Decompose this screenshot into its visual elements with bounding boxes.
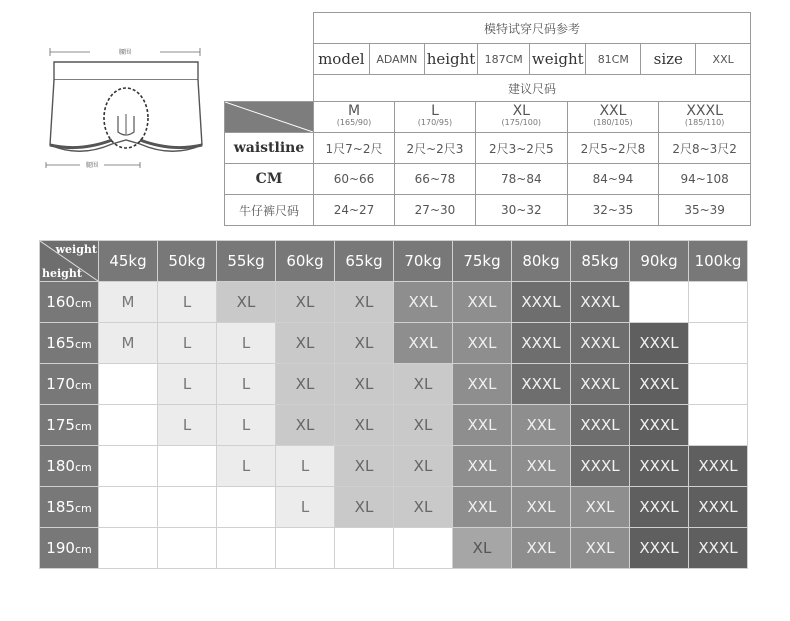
size-cell: XXXL [571,405,630,446]
size-cell: XL [276,405,335,446]
size-cell: XL [394,446,453,487]
weight-header: 45kg [99,241,158,282]
waistline-value: 2尺5~2尺8 [567,133,659,164]
grid-row [40,446,748,487]
size-cell: XL [217,282,276,323]
waistline-value: 1尺7~2尺 [314,133,395,164]
size-cell: XXXL [630,405,689,446]
height-header: 170cm [40,364,99,405]
size-cell: XXXL [689,446,748,487]
model-value: ADAMN [369,44,424,75]
weight-header: 60kg [276,241,335,282]
size-cell: XXXL [512,323,571,364]
size-cell: XXL [453,446,512,487]
size-cell [689,282,748,323]
size-cell: XXXL [689,487,748,528]
weight-value: 81CM [586,44,641,75]
size-cell: XL [335,282,394,323]
size-cell: XXXL [630,487,689,528]
size-cell [276,528,335,569]
size-cell: L [276,487,335,528]
size-cell: XXL [453,282,512,323]
jeans-size-value: 27~30 [394,195,475,226]
size-cell: L [158,282,217,323]
size-cell: M [99,323,158,364]
waistline-value: 2尺~2尺3 [394,133,475,164]
cm-value: 78~84 [475,164,567,195]
size-cell: XXL [453,323,512,364]
size-cell [158,446,217,487]
cm-value: 94~108 [659,164,751,195]
height-header: 175cm [40,405,99,446]
weight-header: 100kg [689,241,748,282]
size-cell: XXL [512,446,571,487]
grid-row [40,528,748,569]
size-cell: XXL [453,405,512,446]
size-cell: L [158,405,217,446]
size-cell: XXL [571,528,630,569]
size-header-xxxl: XXXL (185/110) [659,102,751,133]
size-cell: XXXL [512,364,571,405]
size-cell [689,364,748,405]
model-reference-table [313,12,751,102]
jeans-size-label: 牛仔裤尺码 [225,195,314,226]
height-header: 185cm [40,487,99,528]
weight-header: 65kg [335,241,394,282]
jeans-size-value: 24~27 [314,195,395,226]
size-cell: XXL [453,364,512,405]
size-cell: XXL [512,528,571,569]
size-table-corner [225,102,314,133]
size-cell: L [217,405,276,446]
size-label: size [641,44,696,75]
size-cell: XXXL [689,528,748,569]
height-weight-size-grid [39,240,748,569]
weight-header: 85kg [571,241,630,282]
size-header-l: L (170/95) [394,102,475,133]
size-table [224,101,751,226]
size-cell: XXXL [512,282,571,323]
height-header: 180cm [40,446,99,487]
size-cell: XXXL [571,282,630,323]
size-header-xl: XL (175/100) [475,102,567,133]
height-header: 190cm [40,528,99,569]
size-cell [99,528,158,569]
size-cell: XXXL [571,323,630,364]
size-cell: XXXL [630,364,689,405]
size-cell: XXXL [630,323,689,364]
size-cell: XXL [453,487,512,528]
weight-label: weight [530,44,586,75]
cm-value: 66~78 [394,164,475,195]
size-cell [689,405,748,446]
size-cell: XL [335,364,394,405]
height-value: 187CM [477,44,529,75]
size-cell: XXL [512,487,571,528]
size-value: XXL [696,44,751,75]
weight-header: 75kg [453,241,512,282]
jeans-size-value: 32~35 [567,195,659,226]
size-cell: XXL [394,282,453,323]
size-header-m: M (165/90) [314,102,395,133]
size-cell: XL [335,446,394,487]
size-cell: XL [335,405,394,446]
size-cell: L [158,364,217,405]
size-cell [630,282,689,323]
size-cell: XL [394,405,453,446]
model-label: model [314,44,370,75]
size-header-xxl: XXL (180/105) [567,102,659,133]
grid-row [40,282,748,323]
cm-value: 60~66 [314,164,395,195]
weight-header: 80kg [512,241,571,282]
size-cell: XXL [394,323,453,364]
cm-value: 84~94 [567,164,659,195]
size-cell: XL [276,323,335,364]
size-cell: M [99,282,158,323]
size-cell: XL [335,323,394,364]
waistline-value: 2尺3~2尺5 [475,133,567,164]
grid-row [40,487,748,528]
size-cell [217,487,276,528]
size-cell [99,405,158,446]
jeans-size-value: 30~32 [475,195,567,226]
height-axis-label: height [42,267,82,280]
size-cell: L [217,364,276,405]
weight-header: 70kg [394,241,453,282]
weight-header: 90kg [630,241,689,282]
thigh-label: 腿围 [85,162,99,169]
size-cell [99,364,158,405]
size-cell: XXL [571,487,630,528]
suggest-size-title: 建议尺码 [314,75,751,102]
size-cell: XXL [512,405,571,446]
size-cell: XXXL [630,528,689,569]
size-cell: XL [394,487,453,528]
waistline-value: 2尺8~3尺2 [659,133,751,164]
size-cell: XL [335,487,394,528]
size-cell: XXXL [630,446,689,487]
briefs-diagram [40,40,220,180]
size-cell: XL [276,364,335,405]
size-cell: L [276,446,335,487]
grid-corner [40,241,99,282]
weight-header: 50kg [158,241,217,282]
size-cell: L [217,446,276,487]
cm-label: CM [225,164,314,195]
size-cell: XL [276,282,335,323]
model-table-title: 模特试穿尺码参考 [314,13,751,44]
size-cell [158,487,217,528]
size-cell [335,528,394,569]
jeans-size-value: 35~39 [659,195,751,226]
size-cell: XXXL [571,364,630,405]
weight-header: 55kg [217,241,276,282]
size-cell: L [158,323,217,364]
size-cell [158,528,217,569]
size-cell [99,487,158,528]
waistline-label: waistline [225,133,314,164]
grid-row [40,323,748,364]
grid-row [40,405,748,446]
size-cell [217,528,276,569]
size-cell [689,323,748,364]
height-header: 160cm [40,282,99,323]
height-header: 165cm [40,323,99,364]
waist-label: 腰围 [118,49,132,56]
grid-row [40,364,748,405]
size-cell: L [217,323,276,364]
size-cell [394,528,453,569]
size-cell [99,446,158,487]
size-cell: XL [394,364,453,405]
size-cell: XL [453,528,512,569]
height-label: height [425,44,478,75]
size-cell: XXXL [571,446,630,487]
weight-axis-label: weight [55,243,97,256]
